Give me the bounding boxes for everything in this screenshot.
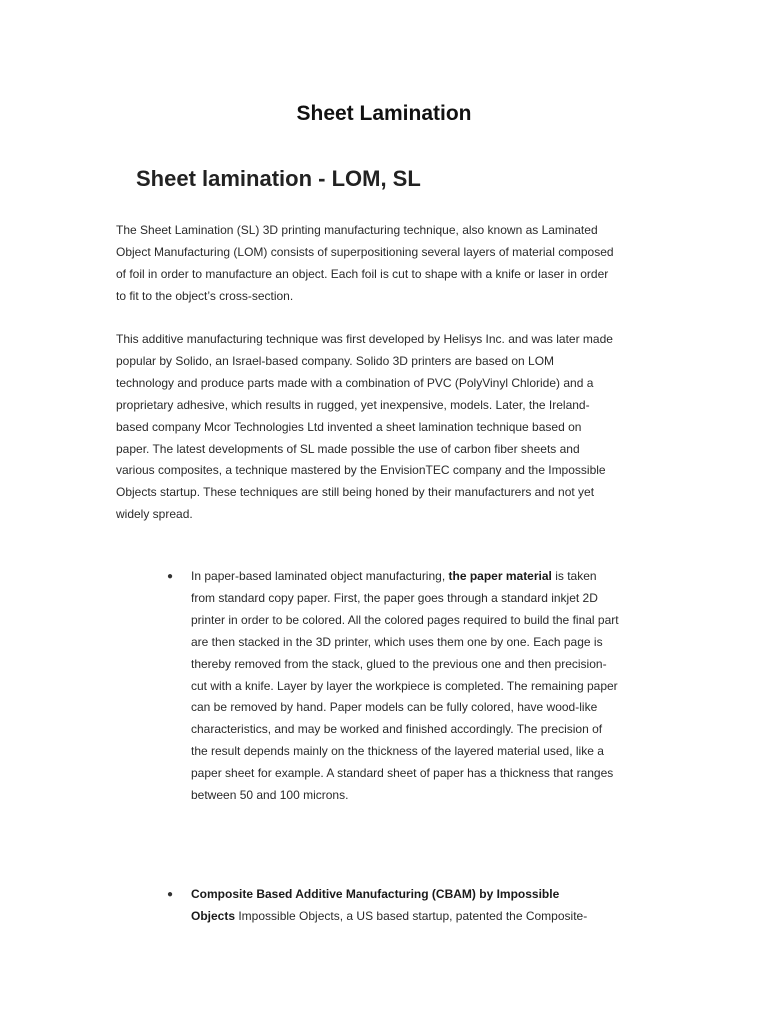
paragraph-line: proprietary adhesive, which results in rugged, yet inexpensive, models. Later, the Ireland- xyxy=(116,397,590,412)
bullet-item-cbam xyxy=(167,884,653,928)
paragraph-intro xyxy=(116,220,656,308)
bullet-text: is taken xyxy=(551,569,597,583)
bullet-text: In paper-based laminated object manufacturing, xyxy=(191,569,449,583)
bullet-icon: ● xyxy=(167,571,174,582)
bullet-line: the result depends mainly on the thickness of the layered material used, like a xyxy=(191,744,604,759)
bullet-line: characteristics, and may be worked and finished accordingly. The precision of xyxy=(191,722,603,737)
bullet-item-paper-lom xyxy=(167,566,653,807)
document-title: Sheet Lamination xyxy=(296,102,472,125)
paragraph-line: based company Mcor Technologies Ltd invented a sheet lamination technique based on xyxy=(116,419,582,434)
bullet-text: Impossible Objects, a US based startup, patented the Composite- xyxy=(235,908,588,923)
bullet-bold-term: Objects xyxy=(191,908,236,923)
bullet-line: between 50 and 100 microns. xyxy=(191,788,349,803)
bullet-line: from standard copy paper. First, the paper goes through a standard inkjet 2D xyxy=(191,590,598,605)
bullet-line: thereby removed from the stack, glued to the previous one and then precision- xyxy=(191,656,607,671)
paragraph-history xyxy=(116,329,656,526)
paragraph-line: of foil in order to manufacture an object. Each foil is cut to shape with a knife or laser in order xyxy=(116,266,609,281)
section-heading: Sheet lamination - LOM, SL xyxy=(136,166,421,191)
paragraph-line: This additive manufacturing technique was first developed by Helisys Inc. and was later made xyxy=(116,332,613,346)
paragraph-line: to fit to the object’s cross-section. xyxy=(116,288,294,303)
paragraph-line: popular by Solido, an Israel-based company. Solido 3D printers are based on LOM xyxy=(116,353,555,368)
bullet-icon: ● xyxy=(167,889,174,900)
bullet-line: can be removed by hand. Paper models can be fully colored, have wood-like xyxy=(191,700,598,715)
bullet-bold-term: the paper material xyxy=(448,569,552,583)
paragraph-line: various composites, a technique mastered by the EnvisionTEC company and the Impossible xyxy=(116,463,606,478)
paragraph-line: widely spread. xyxy=(116,507,193,522)
paragraph-line: Object Manufacturing (LOM) consists of superpositioning several layers of material composed xyxy=(116,244,614,259)
paragraph-line: paper. The latest developments of SL made possible the use of carbon fiber sheets and xyxy=(116,441,580,456)
bullet-line: cut with a knife. Layer by layer the workpiece is completed. The remaining paper xyxy=(191,678,618,693)
bullet-line xyxy=(191,906,653,928)
bullet-line: paper sheet for example. A standard sheet of paper has a thickness that ranges xyxy=(191,766,614,781)
bullet-bold-heading: Composite Based Additive Manufacturing (CBAM) by Impossible xyxy=(191,887,560,901)
bullet-line: are then stacked in the 3D printer, which uses them one by one. Each page is xyxy=(191,634,603,649)
bullet-line: printer in order to be colored. All the colored pages required to build the final part xyxy=(191,612,619,627)
paragraph-line: technology and produce parts made with a combination of PVC (PolyVinyl Chloride) and a xyxy=(116,375,594,390)
paragraph-line: Objects startup. These techniques are still being honed by their manufacturers and not yet xyxy=(116,485,595,500)
paragraph-line: The Sheet Lamination (SL) 3D printing manufacturing technique, also known as Laminated xyxy=(116,223,598,237)
bullet-first-line xyxy=(191,566,653,588)
